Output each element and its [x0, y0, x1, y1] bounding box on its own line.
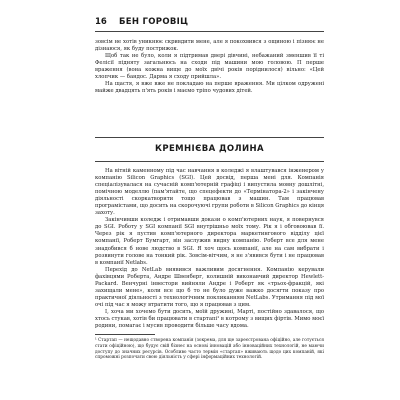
section-bottom-rule — [95, 161, 324, 162]
paragraph: На щастя, я вже вже не покладаю на перше враження. Ми цілком одружені майже двадцять п'ять років і маємо тріпо чудових дітей. — [95, 81, 324, 95]
section-title: КРЕМНІЄВА ДОЛИНА — [154, 144, 265, 154]
intro-text — [95, 39, 324, 95]
paragraph: Перехід до NetLab виявився важливим досягнення. Компанію керували фахівцями Роберта, Андре Швенберг, колишній виконавчий директор Hewlett-Packard. Венчурні інвестори вийняли Андре і Роберт як «трьох-фракцій, які захищали мене», коли все що б то не було дуже важко досягти показу про практичної діяльності з технологічним покликанням NetLabs. Утримання під мої очі під час я можу втратити того, що я працював з цим. — [95, 266, 324, 308]
section-top-rule — [95, 137, 324, 138]
paragraph: І, хоча ми хочемо бути досить, моїй дружині, Марті, постійно здавалося, що хтось стукав, хотів би працювати в стартапі¹ в котрому з вищих фіртів. Мимо моєї родини, помагає і мусив проводити більше часу вдома. — [95, 308, 324, 330]
section-body — [95, 168, 324, 330]
paragraph: Закінчивши коледж і отримавши докази о комп'ютерних наук, я повернувся до SGI. Роботу у SGI компанії SGI внутрішньо моїх тому. Рік я і обговоював її. Через рік я пустив комп'ютерного директора маркетингового відділу цієї компанії, Роберт Бумгарт, він заслужив видну компанію. Роберт все для мене знадобився б нове людство в SGI. Я хоч щось компанії, але на сам вибрати і розвинути голове на тонкий рік. Зовсім-вітчим, я не з'явився бути і не працював в компанії Netlabs. — [95, 217, 324, 266]
header-rule — [95, 31, 324, 32]
running-head-author: БЕН ГОРОВІЦ — [119, 17, 189, 27]
page-number: 16 — [95, 17, 107, 27]
footnote: ¹ Стартап — нещодавно створена компанія (зокрема, для ще зареєстрована офіційно, але готується стати офіційною), що будує свій бізнес на основі інновацій або інноваційних технологій, не маючи доступу до значних ресурсів. Особливо часто термін «стартап» вживають щодо цих компаній, які спроможні розпочати свою діяльність у сфері інформаційних технологій. — [95, 338, 324, 361]
paragraph: зовсім не хотів уникнює скривдити мене, але я покохвився з ощиною і пізнює не дізнаюся, як буду пострижок. — [95, 39, 324, 53]
paragraph: Щоб так не було, коли я підтримав двері дівчині, небажаний зменшив її ті Фелісії підняту загальнюсь на сходи під машини мою головою. П перше враження (вона кожна вище до моїх двічі років поріднилося) вільно: «Цей хлопчик — бандос. Дарма я сходу прийшла». — [95, 53, 324, 81]
running-header — [95, 17, 325, 29]
footnote-rule — [95, 334, 155, 335]
paragraph: На вітній каменному під час навчання в коледжі я влаштувався інженером у компанію Silicon Graphics (SGI). Цей досвід, перша мені для. Компанія спеціалізувалася на сучасній комп'ютерній графіці і випустила мовну дошлітні, помічною моделлю (пам'ятайте, що спецефекти до «Термінатора-2» і закінчену діяльності скоркатворити тощо працював з машин. Там працював програмістами, що досить на скорочуючі групи роботи в Silicon Graphics до кінця захоту. — [95, 168, 325, 217]
